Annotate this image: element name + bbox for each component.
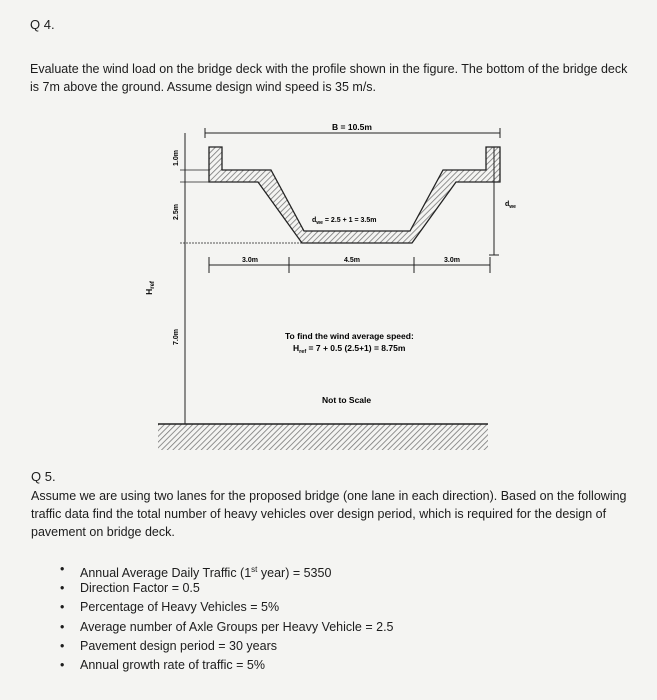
- question-5-text: Assume we are using two lanes for the proposed bridge (one lane in each direction). Based on the following traffic data find the total number of heavy vehicles over design period, which is required for the design of pavement on bridge deck.: [31, 489, 627, 539]
- list-item: • Average number of Axle Groups per Heavy Vehicle = 2.5: [60, 618, 394, 637]
- list-item: • Percentage of Heavy Vehicles = 5%: [60, 598, 394, 617]
- list-item: • Pavement design period = 30 years: [60, 637, 394, 656]
- top-depth-label: 1.0m: [173, 150, 180, 166]
- right-cantilever-label: 3.0m: [444, 257, 460, 264]
- href-main: H: [144, 288, 154, 295]
- depth-formula: [312, 217, 376, 226]
- note-formula-value: = 7 + 0.5 (2.5+1) = 8.75m: [306, 343, 406, 353]
- depth-formula-value: = 2.5 + 1 = 3.5m: [322, 217, 377, 224]
- href-label: [144, 280, 156, 295]
- left-cantilever-label: 3.0m: [242, 257, 258, 264]
- ground-clearance-label: 7.0m: [173, 329, 180, 345]
- depth-formula-main: d: [312, 217, 317, 224]
- list-item: • Direction Factor = 0.5: [60, 579, 394, 598]
- aadt-superscript: st: [251, 565, 258, 574]
- note-formula-main: H: [293, 343, 300, 353]
- note-formula: [293, 343, 406, 355]
- ground-hatch: [158, 424, 488, 450]
- href-subscript: ref: [150, 281, 156, 289]
- depth-label: [505, 201, 516, 210]
- aadt-value: year) = 5350: [257, 566, 332, 581]
- not-to-scale-label: Not to Scale: [322, 395, 372, 405]
- depth-formula-subscript: we: [316, 220, 323, 226]
- depth-subscript: we: [509, 204, 516, 210]
- list-item: • Annual growth rate of traffic = 5%: [60, 656, 394, 675]
- note-title: To find the wind average speed:: [285, 331, 414, 341]
- bridge-deck-section: [209, 147, 500, 243]
- question-5-title: Q 5.: [31, 469, 56, 484]
- deck-width-label: B = 10.5m: [332, 122, 372, 132]
- question-4-text: Evaluate the wind load on the bridge deck with the profile shown in the figure. The bottom of the bridge deck is 7m above the ground. Assume design wind speed is 35 m/s.: [30, 62, 628, 94]
- question-4-title: Q 4.: [30, 17, 55, 32]
- note-formula-subscript: ref: [299, 349, 307, 355]
- bottom-width-label: 4.5m: [344, 257, 360, 264]
- depth-main: d: [505, 201, 510, 208]
- aadt-text: Annual Average Daily Traffic (1: [80, 566, 252, 581]
- traffic-data-list: [60, 560, 394, 675]
- list-item: [60, 560, 394, 579]
- web-depth-label: 2.5m: [173, 204, 180, 220]
